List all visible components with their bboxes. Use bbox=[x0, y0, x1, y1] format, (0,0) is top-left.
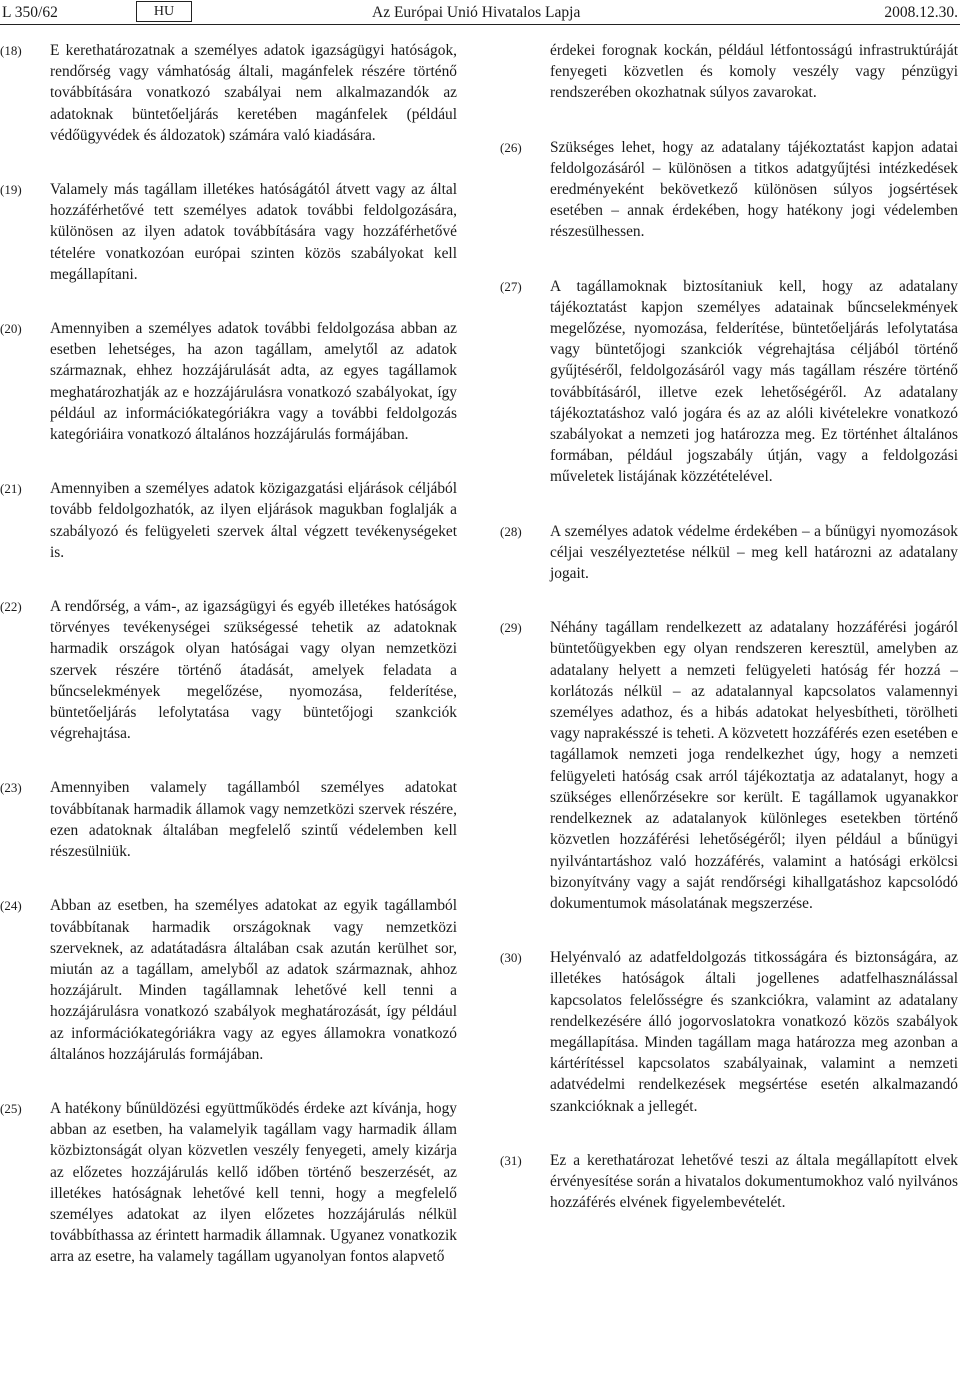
page-header bbox=[0, 0, 960, 34]
recital-21 bbox=[0, 478, 457, 563]
recital-text: E kerethatározatnak a személyes adatok igazságügyi hatóságok, rendőrség vagy vámhatóság általi, magánfelek részére történő továbbítására vonatkozó szabályai nem alkalmazandók az adatoknak büntetőeljárás keretében magánfelek (például védőügyvédek és áldozatok) számára való kiadására. bbox=[50, 42, 457, 144]
recital-text: Szükséges lehet, hogy az adatalany tájékoztatást kapjon adatai feldolgozásáról – különösen a titkos adatgyűjtési intézkedések eredményeként bekövetkező különösen súlyos jogsértések esetében – annak érdekében, hogy hatékony jogi védelemben részesülhessen. bbox=[550, 138, 958, 241]
recital-number bbox=[500, 40, 550, 43]
recital-text: A tagállamoknak biztosítaniuk kell, hogy az adatalany tájékoztatást kapjon személyes adatainak bűncselekmények megelőzése, nyomozása, felderítése, büntetőeljárás lefolytatása vagy büntetőjogi szankciók végrehajtása céljából történő gyűjtéséről, feldolgozásáról vagy más tagállam részére történő továbbításáról, illetve ezek lehetőségéről. Az adatalany tájékoztatáshoz való jogára és az az alóli kivételekre vonatkozó szabályokat a nemzeti jog határozza meg. Ez történhet általános formában, például jogszabály útján, vagy a feldolgozási műveletek listájának közzétételével. bbox=[550, 277, 958, 486]
recital-26 bbox=[500, 137, 958, 243]
recital-number: (24) bbox=[0, 898, 22, 914]
recital-19 bbox=[0, 179, 457, 285]
recital-text: A hatékony bűnüldözési együttműködés érdeke azt kívánja, hogy abban az esetben, ha valamelyik tagállam vagy harmadik állam közbiztonságát olyan közvetlen veszély fenyegeti, amely kizárja az előzetes hozzájárulás kellő időben történő beszerzését, az illetékes hatóságnak lehetővé kell tenni, hogy a megfelelő személyes adatokat az ilyen előzetes hozzájárulás nélkül továbbíthassa az érintett harmadik államnak. Ugyanez vonatkozik arra az esetre, ha valamely tagállam ugyanolyan fontos alapvető bbox=[50, 1099, 457, 1266]
recital-text: Helyénvaló az adatfeldolgozás titkosságára és biztonságára, az illetékes hatóságok általi jogellenes adatfelhasználással kapcsolatos felelősségre és szankciókra, valamint az adatalany rendelkezésére álló jogorvoslatokra vonatkozó közös szabályok megállapítása. Minden tagállam maga határozza meg azonban a kártérítéssel kapcsolatos szabályainak, valamint a nemzeti adatvédelmi rendelkezések megsértése esetén alkalmazandó szankcióknak a jellegét. bbox=[550, 949, 958, 1115]
recital-28 bbox=[500, 521, 958, 585]
recital-number: (18) bbox=[0, 43, 22, 58]
recital-number: (19) bbox=[0, 182, 22, 198]
recital-25-continued bbox=[500, 40, 958, 104]
recital-number: (22) bbox=[0, 599, 22, 615]
recital-25 bbox=[0, 1098, 457, 1268]
journal-title: Az Európai Unió Hivatalos Lapja bbox=[372, 4, 581, 21]
recital-number: (25) bbox=[0, 1100, 22, 1116]
recital-text: Néhány tagállam rendelkezett az adatalany hozzáférési jogáról büntetőügyekben egy olyan rendszeren keresztül, amelyben az adatalany helyett a nemzeti felügyeleti hatóság fér hozzá – korlátozás nélkül – az adatalannyal kapcsolatos valamennyi személyes adathoz, és a hibás adatokat helyesbítheti, törölheti vagy naprakésszé is teheti. A közvetett hozzáférés ezen esetében e tagállamok nemzeti joga rendelkezhet úgy, hogy a nemzeti felügyeleti hatóság csak arról tájékoztatja az adatalanyt, hogy a szükséges ellenőrzésekre sor került. E tagállamok ugyanakkor rendelkeznek az adatalanyok különleges esetekben történő közvetlen hozzáférési lehetőségéről; ilyen például a bűnügyi nyilvántartáshoz való hozzáférés, valamint a hatósági erkölcsi bizonyítvány vagy a saját rendőrségi kihallgatáshoz kapcsolódó dokumentumok másolatának megszerzése. bbox=[550, 619, 958, 912]
page-number: L 350/62 bbox=[2, 4, 58, 21]
right-column bbox=[500, 40, 958, 1213]
recital-23 bbox=[0, 777, 457, 862]
recital-text: Ez a kerethatározat lehetővé teszi az általa megállapított elvek érvényesítése során a hivatalos dokumentumokhoz való nyilvános hozzáférés elvének figyelembevételét. bbox=[550, 1151, 958, 1212]
recital-number: (21) bbox=[0, 481, 22, 497]
recital-number: (26) bbox=[500, 139, 522, 155]
recital-text: A rendőrség, a vám-, az igazságügyi és egyéb illetékes hatóságok törvényes tevékenységei szükségessé tehetik az adatoknak harmadik országok olyan hatóságai vagy olyan nemzetközi szervek részére történő átadását, amelyek feladata a bűncselekmények megelőzése, nyomozása, felderítése, büntetőeljárás lefolytatása vagy büntetőjogi szankciók végrehajtása. bbox=[50, 598, 457, 743]
recital-number: (30) bbox=[500, 950, 522, 966]
recital-30 bbox=[500, 947, 958, 1117]
recital-18 bbox=[0, 40, 457, 146]
recital-number: (20) bbox=[0, 321, 22, 337]
recital-text: érdekei forognak kockán, például létfontosságú infrastruktúráját fenyegeti közvetlen és komoly veszély vagy pénzügyi rendszerében okozhatnak súlyos zavarokat. bbox=[550, 42, 958, 102]
recital-text: Valamely más tagállam illetékes hatóságától átvett vagy az által hozzáférhetővé tett személyes adatok további feldolgozására, különösen az ilyen adatok továbbítására vagy hozzáférhetővé tételére vonatkozóan európai szinten közös szabályokat kell megállapítani. bbox=[50, 181, 457, 283]
language-badge: HU bbox=[136, 1, 192, 22]
recital-text: Amennyiben a személyes adatok további feldolgozása abban az esetben lehetséges, ha azon tagállam, amelytől az adatok származnak, ehhez hozzájárulását adta, az egyes tagállamok meghatározhatják az e hozzájárulásra vonatkozó szabályokat, így például az információkategóriákra vagy a további feldolgozás kategóriáira vonatkozó általános hozzájárulás formájában. bbox=[50, 320, 457, 444]
recital-text: A személyes adatok védelme érdekében – a bűnügyi nyomozások céljai veszélyeztetése nélkül – meg kell határozni az adatalany jogait. bbox=[550, 522, 958, 583]
recital-text: Amennyiben a személyes adatok közigazgatási eljárások céljából tovább feldolgozhatók, az ilyen eljárások magukban foglalják a szabályozó és felügyeleti szervek által végzett tevékenységeket is. bbox=[50, 480, 457, 561]
recital-number: (27) bbox=[500, 278, 522, 294]
header-rule bbox=[0, 24, 960, 25]
publication-date: 2008.12.30. bbox=[884, 4, 958, 21]
recital-20 bbox=[0, 318, 457, 445]
recital-31 bbox=[500, 1150, 958, 1214]
recital-text: Amennyiben valamely tagállamból személyes adatokat továbbítanak harmadik államok vagy nemzetközi szervek részére, ezen adatoknak általában megfelelő szintű védelemben kell részesülniük. bbox=[50, 779, 457, 861]
recital-22 bbox=[0, 596, 457, 744]
left-column bbox=[0, 40, 457, 1268]
recital-text: Abban az esetben, ha személyes adatokat az egyik tagállamból továbbítanak harmadik országoknak vagy nemzetközi szerveknek, az adatátadásra általában csak azután kerülhet sor, miután az a tagállam, amelyből az adatok származnak, ahhoz hozzájárult. Minden tagállamnak lehetővé kell tenni a hozzájárulásra vonatkozó szabályok meghatározását, így például az információkategóriákra vagy az egyes államokra vonatkozó általános hozzájárulás formájában. bbox=[50, 897, 457, 1063]
recital-29 bbox=[500, 617, 958, 914]
recital-number: (23) bbox=[0, 780, 22, 796]
recital-number: (28) bbox=[500, 523, 522, 539]
recital-number: (29) bbox=[500, 620, 522, 636]
recital-27 bbox=[500, 276, 958, 488]
recital-number: (31) bbox=[500, 1152, 522, 1168]
recital-24 bbox=[0, 895, 457, 1065]
